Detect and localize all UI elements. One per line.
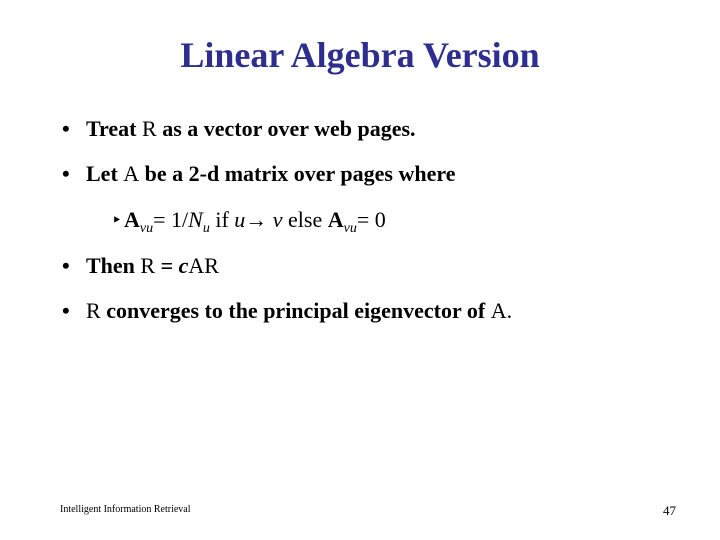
bullet-dot-icon: • <box>62 253 70 278</box>
equals-sign: = <box>155 253 179 278</box>
symbol-v: v <box>267 207 283 232</box>
bullet-text-pre: Let <box>86 161 124 186</box>
word-else: else <box>282 207 328 232</box>
bullet-text-pre: Then <box>86 253 141 278</box>
slide-title: Linear Algebra Version <box>180 35 540 75</box>
bullet-r-converges <box>62 298 512 324</box>
symbol-r: R <box>86 298 101 323</box>
bullet-text-pre: Treat <box>86 116 142 141</box>
triangle-bullet-icon: ‣ <box>112 213 122 229</box>
symbol-r: R <box>140 253 156 278</box>
bullet-dot-icon: • <box>62 161 70 186</box>
subscript-vu: vu <box>139 221 154 236</box>
bullet-treat-r <box>62 116 416 142</box>
subscript-vu-2: vu <box>343 221 357 236</box>
bullet-text-post: be a 2-d matrix over pages where <box>139 161 456 186</box>
symbol-a: A <box>490 298 507 323</box>
sub-bullet-matrix-definition <box>112 207 386 237</box>
word-if: if <box>209 207 235 232</box>
symbol-a: A <box>123 161 140 186</box>
bullet-let-a <box>62 161 455 187</box>
equals-zero: = 0 <box>356 207 386 232</box>
bullet-dot-icon: • <box>62 116 70 141</box>
bullet-then-r <box>62 253 219 279</box>
symbol-ar: AR <box>188 253 219 278</box>
footer-course-name: Intelligent Information Retrieval <box>60 504 191 515</box>
symbol-n: N <box>188 207 203 232</box>
equals-one-over: = 1/ <box>153 207 189 232</box>
bullet-dot-icon: • <box>62 298 70 323</box>
matrix-a-2: A <box>327 207 344 232</box>
bullet-text-post: converges to the principal eigenvector of <box>100 298 491 323</box>
symbol-r: R <box>142 116 157 141</box>
symbol-c: c <box>178 253 189 278</box>
matrix-a: A <box>124 207 140 232</box>
arrow-icon: → <box>245 207 268 232</box>
bullet-text-post: as a vector over web pages. <box>156 116 416 141</box>
subscript-u: u <box>202 221 210 236</box>
page-number: 47 <box>663 503 676 518</box>
symbol-u: u <box>234 207 246 232</box>
period: . <box>506 298 513 323</box>
